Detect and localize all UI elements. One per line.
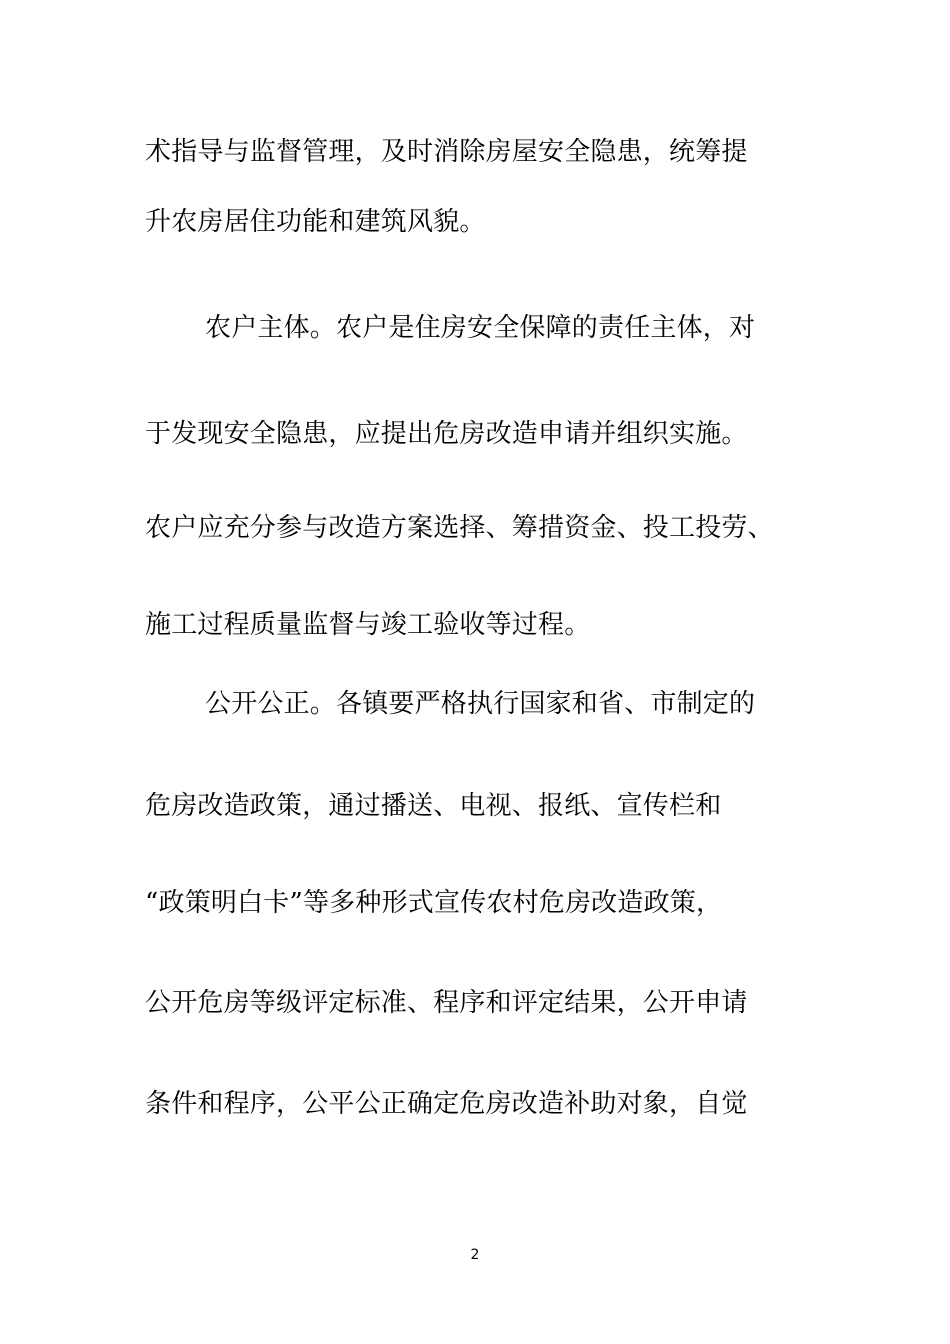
paragraph-start-openness-fairness: 公开公正。各镇要严格执行国家和省、市制定的 (205, 689, 756, 719)
text-line-5: 农户应充分参与改造方案选择、筹措资金、投工投劳、 (145, 513, 774, 543)
text-line-1: 术指导与监督管理，及时消除房屋安全隐患，统筹提 (145, 137, 748, 167)
text-line-11: 条件和程序，公平公正确定危房改造补助对象，自觉 (145, 1089, 748, 1119)
text-line-10: 公开危房等级评定标准、程序和评定结果，公开申请 (145, 988, 748, 1018)
text-line-2: 升农房居住功能和建筑风貌。 (145, 207, 486, 237)
page-number: 2 (470, 1247, 480, 1263)
text-line-6: 施工过程质量监督与竣工验收等过程。 (145, 610, 591, 640)
text-line-9: “政策明白卡”等多种形式宣传农村危房改造政策， (145, 888, 723, 918)
text-line-4: 于发现安全隐患，应提出危房改造申请并组织实施。 (145, 419, 748, 449)
text-line-8: 危房改造政策，通过播送、电视、报纸、宣传栏和 (145, 791, 722, 821)
paragraph-start-farmer-subject: 农户主体。农户是住房安全保障的责任主体，对 (205, 313, 756, 343)
